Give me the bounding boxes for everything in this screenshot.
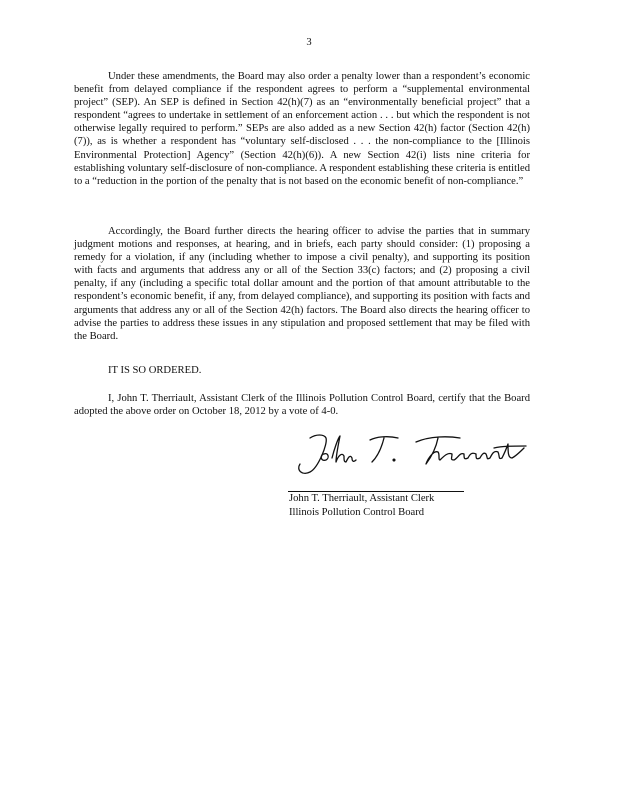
signer-organization: Illinois Pollution Control Board: [289, 506, 425, 518]
amendments-paragraph: Under these amendments, the Board may also order a penalty lower than a respondent’s economic benefit from delayed compliance if the respondent agrees to perform a “supplemental environmental project” (SEP). An SEP is defined in Section 42(h)(7) as an “environmentally beneficial project” that a respondent “agrees to undertake in settlement of an enforcement action . . . but which the respondent is not otherwise legally required to perform.” SEPs are also added as a new Section 42(h) factor (Section 42(h)(7)), as is whether a respondent has “voluntary self-disclosed . . . the non-compliance to the [Illinois Environmental Protection] Agency” (Section 42(h)(6)). A new Section 42(i) lists nine criteria for establishing voluntary self-disclosure of non-compliance. A respondent establishing these criteria is entitled to a “reduction in the portion of the penalty that is not based on the economic benefit of non-compliance.”: [74, 71, 531, 187]
certification-paragraph: I, John T. Therriault, Assistant Clerk of the Illinois Pollution Control Board, certify that the Board adopted the above order on October 18, 2012 by a vote of 4-0.: [74, 393, 530, 418]
signer-name-title: John T. Therriault, Assistant Clerk: [289, 493, 435, 504]
signer-block: [289, 492, 434, 519]
page-number: 3: [306, 37, 312, 48]
so-ordered-statement: IT IS SO ORDERED.: [108, 365, 202, 376]
handwritten-signature: [288, 424, 528, 480]
accordingly-paragraph: Accordingly, the Board further directs the hearing officer to advise the parties that in summary judgment motions and responses, at hearing, and in briefs, each party should consider: (1) proposing a remedy for a violation, if any (including whether to impose a civil penalty), and supporting its position with facts and arguments that address any or all of the Section 33(c) factors; and (2) proposing a civil penalty, if any (including a specific total dollar amount and the portion of that amount attributable to the respondent’s economic benefit, if any, from delayed compliance), and supporting its position with facts and arguments that address any or all of the Section 42(h) factors. The Board also directs the hearing officer to advise the parties to address these issues in any stipulation and proposed settlement that may be filed with the Board.: [74, 226, 530, 342]
